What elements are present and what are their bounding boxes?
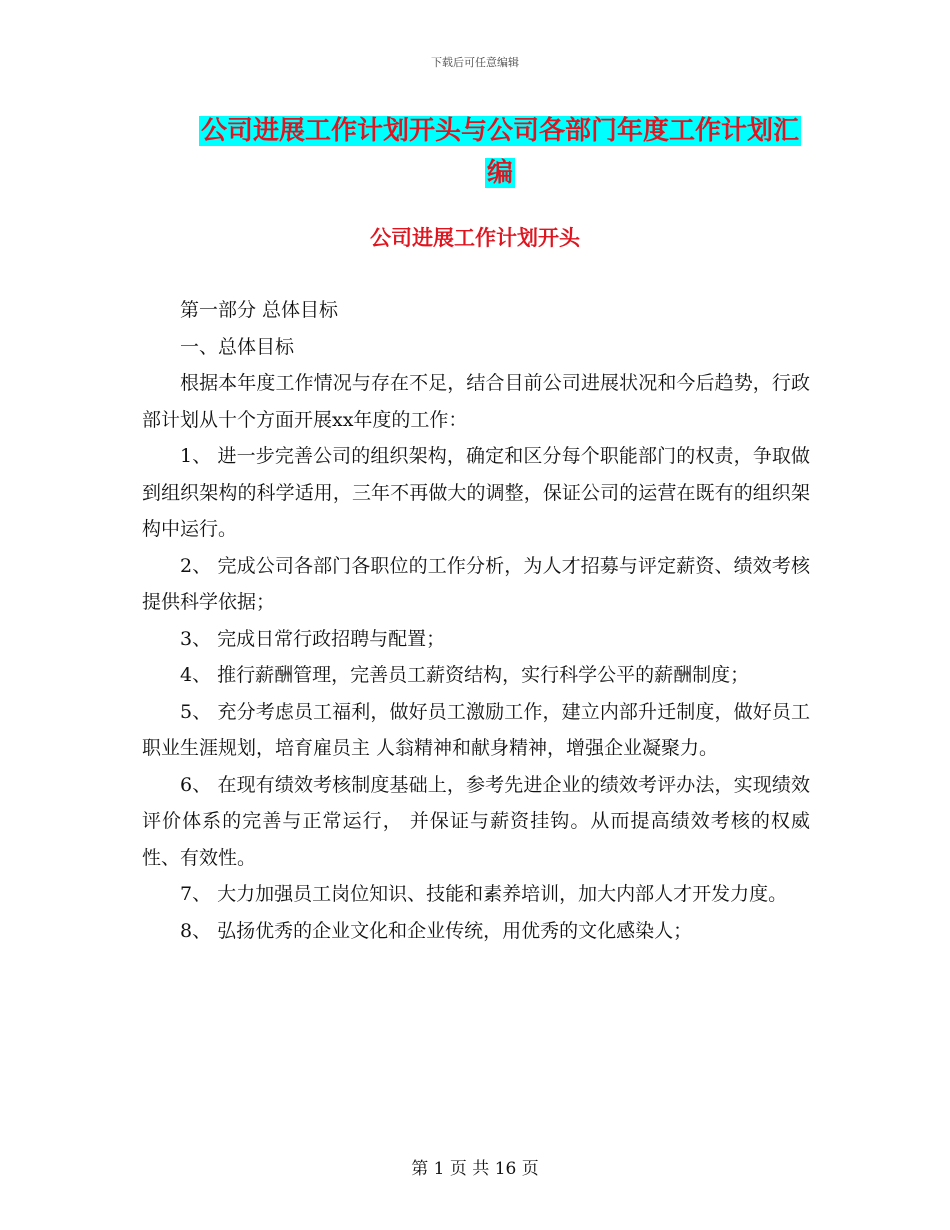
header-note: 下载后可任意编辑 [431,56,519,69]
list-item: 7、 大力加强员工岗位知识、技能和素养培训，加大内部人才开发力度。 [180,883,788,905]
list-item: 6、 在现有绩效考核制度基础上，参考先进企业的绩效考评办法，实现绩效评价体系的完善与正常运行， 并保证与薪资挂钩。从而提高绩效考核的权威性、有效性。 [142,773,810,869]
list-item: 8、 弘扬优秀的企业文化和企业传统，用优秀的文化感染人； [180,919,693,942]
list-item: 2、 完成公司各部门各职位的工作分析，为人才招募与评定薪资、绩效考核提供科学依据； [142,554,810,613]
document-title-line-1 [195,110,805,152]
title-highlight-1: 公司进展工作计划开头与公司各部门年度工作计划汇 [200,116,799,146]
document-title-line-2 [195,152,805,194]
list-item: 5、 充分考虑员工福利，做好员工激励工作，建立内部升迁制度，做好员工职业生涯规划，培育雇员主 人翁精神和献身精神，增强企业凝聚力。 [142,700,810,759]
list-item: 4、 推行薪酬管理，完善员工薪资结构，实行科学公平的薪酬制度； [180,664,750,686]
intro-paragraph: 根据本年度工作情况与存在不足，结合目前公司进展状况和今后趋势，行政部计划从十个方面开展xx年度的工作： [142,372,810,431]
list-item: 3、 完成日常行政招聘与配置； [180,627,446,650]
document-body [142,292,810,949]
title-highlight-2: 编 [486,158,513,188]
subsection-heading: 一、总体目标 [180,335,295,358]
section-title: 公司进展工作计划开头 [370,226,580,250]
document-title [195,110,805,194]
page-footer: 第 1 页 共 16 页 [411,1159,539,1179]
list-item: 1、 进一步完善公司的组织架构，确定和区分每个职能部门的权责，争取做到组织架构的科学适用，三年不再做大的调整，保证公司的运营在既有的组织架构中运行。 [142,445,810,540]
part-heading: 第一部分 总体目标 [180,299,339,321]
